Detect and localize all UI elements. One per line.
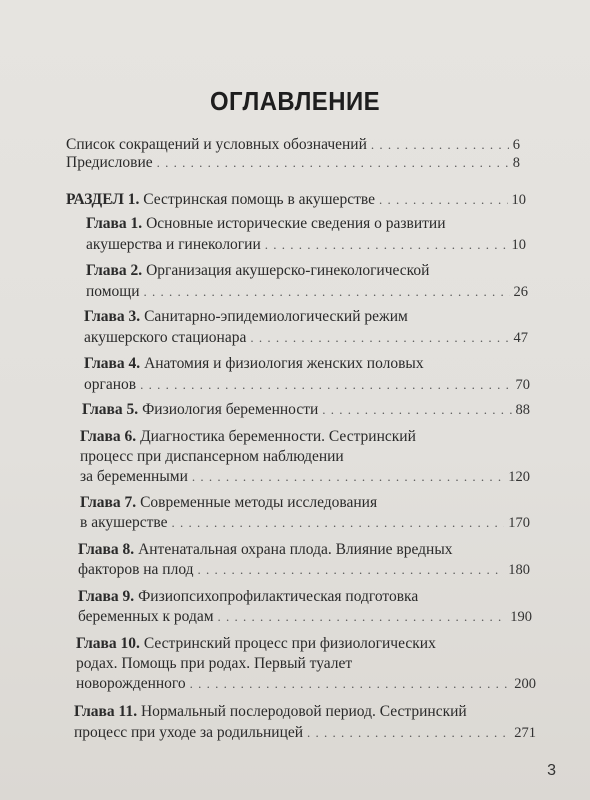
chapter-title: органов bbox=[84, 376, 137, 393]
chapter-title: процесс при уходе за родильницей bbox=[74, 724, 304, 741]
toc-entry-text: Предисловие bbox=[66, 154, 153, 171]
chapter-title: акушерского стационара bbox=[84, 329, 247, 346]
chapter-title: в акушерстве bbox=[80, 514, 168, 531]
toc-entry-text bbox=[66, 190, 375, 210]
section-title: Сестринская помощь в акушерстве bbox=[143, 191, 375, 208]
chapter-title: Анатомия и физиология женских половых bbox=[144, 355, 424, 372]
chapter-title: за беременными bbox=[80, 468, 188, 485]
chapter-number: Глава 6. bbox=[80, 428, 137, 445]
chapter-number: Глава 5. bbox=[82, 401, 139, 418]
leader-dots bbox=[190, 674, 511, 694]
toc-chapter-6-line-2: процесс при диспансерном наблюдении bbox=[80, 448, 344, 465]
leader-dots bbox=[307, 723, 510, 743]
toc-page-number: 190 bbox=[510, 609, 532, 625]
leader-dots bbox=[218, 607, 507, 627]
toc-entry-preface bbox=[66, 153, 520, 173]
chapter-title: факторов на плод bbox=[78, 561, 194, 578]
chapter-title: Современные методы исследования bbox=[140, 494, 378, 511]
toc-entry-text: Список сокращений и условных обозначений bbox=[66, 136, 367, 153]
toc-page-number: 200 bbox=[514, 676, 536, 692]
chapter-number: Глава 3. bbox=[84, 308, 141, 325]
folio-page-number: 3 bbox=[547, 762, 556, 779]
toc-chapter-10-line-2: родах. Помощь при родах. Первый туалет bbox=[76, 655, 353, 672]
toc-page-number: 10 bbox=[511, 237, 526, 253]
toc-chapter-4-line-1 bbox=[84, 354, 424, 374]
leader-dots bbox=[140, 375, 511, 395]
toc-chapter-1-line-1 bbox=[86, 214, 446, 234]
leader-dots bbox=[171, 513, 504, 533]
chapter-number: Глава 7. bbox=[80, 494, 137, 511]
toc-chapter-10-line-1 bbox=[76, 634, 436, 654]
toc-chapter-8-line-2 bbox=[78, 560, 530, 580]
chapter-title: помощи bbox=[86, 283, 140, 300]
section-label: РАЗДЕЛ 1. bbox=[66, 191, 140, 208]
toc-chapter-10-line-3 bbox=[76, 674, 536, 694]
chapter-number: Глава 10. bbox=[76, 635, 140, 652]
toc-chapter-8-line-1 bbox=[78, 540, 453, 560]
chapter-title: акушерства и гинекологии bbox=[86, 236, 261, 253]
toc-chapter-11-line-2 bbox=[74, 723, 536, 743]
chapter-number: Глава 2. bbox=[86, 262, 143, 279]
chapter-title: Нормальный послеродовой период. Сестринский bbox=[140, 703, 467, 720]
toc-entry-abbreviations bbox=[66, 135, 520, 155]
toc-chapter-7-line-2 bbox=[80, 513, 530, 533]
chapter-number: Глава 4. bbox=[84, 355, 141, 372]
toc-chapter-6-line-3 bbox=[80, 467, 530, 487]
toc-page-number: 271 bbox=[514, 725, 536, 741]
toc-chapter-9-line-1 bbox=[78, 587, 418, 607]
chapter-title-text: Физиология беременности bbox=[142, 401, 319, 418]
leader-dots bbox=[144, 282, 510, 302]
toc-chapter-7-line-1 bbox=[80, 493, 377, 513]
toc-page-number: 6 bbox=[512, 137, 520, 153]
toc-chapter-2-line-2 bbox=[86, 282, 528, 302]
chapter-title: Сестринский процесс при физиологических bbox=[143, 635, 436, 652]
toc-section-1 bbox=[66, 190, 526, 210]
toc-page-number: 70 bbox=[515, 377, 530, 393]
chapter-number: Глава 1. bbox=[86, 215, 143, 232]
leader-dots bbox=[265, 235, 508, 255]
toc-chapter-9-line-2 bbox=[78, 607, 532, 627]
chapter-title: Антенатальная охрана плода. Влияние вредных bbox=[138, 541, 453, 558]
chapter-title: Организация акушерско-гинекологической bbox=[146, 262, 430, 279]
leader-dots bbox=[157, 153, 509, 173]
toc-chapter-3-line-2 bbox=[84, 328, 528, 348]
toc-chapter-3-line-1 bbox=[84, 307, 408, 327]
toc-chapter-11-line-1 bbox=[74, 702, 467, 722]
toc-chapter-1-line-2 bbox=[86, 235, 526, 255]
page-title: ОГЛАВЛЕНИЕ bbox=[209, 86, 381, 116]
toc-page-number: 170 bbox=[508, 515, 530, 531]
leader-dots bbox=[322, 400, 511, 420]
chapter-number: Глава 11. bbox=[74, 703, 138, 720]
leader-dots bbox=[198, 560, 505, 580]
leader-dots bbox=[192, 467, 504, 487]
leader-dots bbox=[371, 135, 509, 155]
toc-page-number: 88 bbox=[515, 402, 530, 418]
chapter-title: Санитарно-эпидемиологический режим bbox=[144, 308, 408, 325]
toc-chapter-4-line-2 bbox=[84, 375, 530, 395]
chapter-number: Глава 9. bbox=[78, 588, 135, 605]
toc-page-number: 26 bbox=[513, 284, 528, 300]
toc-page-number: 47 bbox=[513, 330, 528, 346]
toc-page-number: 10 bbox=[511, 192, 526, 208]
chapter-title bbox=[82, 400, 318, 420]
chapter-title: новорожденного bbox=[76, 675, 186, 692]
chapter-title: Диагностика беременности. Сестринский bbox=[140, 428, 416, 445]
toc-chapter-5 bbox=[82, 400, 530, 420]
toc-page-number: 120 bbox=[508, 469, 530, 485]
chapter-title: Основные исторические сведения о развитии bbox=[146, 215, 446, 232]
chapter-title: беременных к родам bbox=[78, 608, 214, 625]
chapter-number: Глава 8. bbox=[78, 541, 135, 558]
leader-dots bbox=[379, 190, 508, 210]
toc-page-number: 8 bbox=[512, 155, 520, 171]
toc-chapter-2-line-1 bbox=[86, 261, 429, 281]
leader-dots bbox=[250, 328, 509, 348]
toc-page-number: 180 bbox=[508, 562, 530, 578]
toc-chapter-6-line-1 bbox=[80, 427, 416, 447]
chapter-title: Физиопсихопрофилактическая подготовка bbox=[138, 588, 419, 605]
